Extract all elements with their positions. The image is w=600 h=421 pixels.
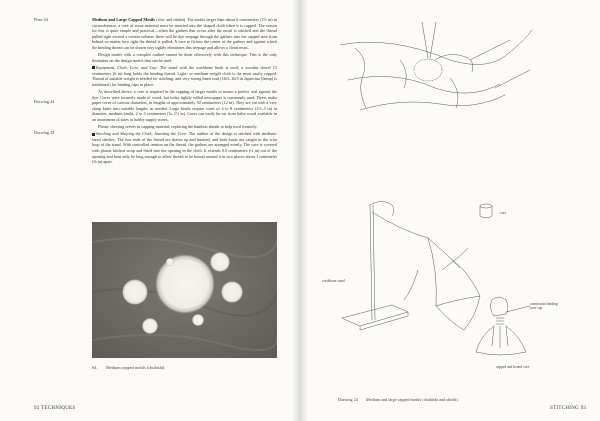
paragraph-2: Design motifs with a complex outline cannot be done effectively with this technique. This is the only limitation on the design motifs that can be used.	[92, 52, 277, 63]
body-text	[92, 17, 277, 166]
section-title: Medium and Large Capped Motifs	[92, 17, 156, 22]
label-bound-core: capped and bound core	[496, 365, 530, 369]
paragraph-6-body: The outline of the design is stitched with medium-sized stitches. The two ends of the thread are drawn up and knotted, and both knots are caught in the wire loop of the stand. With controlled tension on the thread, the gathers are arranged evenly. The core is covered with plastic kitchen wrap and fitted into the opening in the cloth. It extends 0.5 centimeters (¼ in) out of the opening and bent only be long enough to allow thread to be bound around it in two places about 1 centimeter (⅜ in) apart.	[92, 131, 277, 165]
book-gutter	[292, 0, 308, 421]
core-cylinder-drawing	[480, 204, 492, 218]
margin-note-plate: Plate 64	[34, 17, 48, 22]
capped-motifs-photo	[92, 222, 277, 358]
capped-core-drawing	[476, 297, 530, 355]
margin-note-drawing-1: Drawing 24	[34, 99, 55, 104]
stitched-cloth-drawing	[340, 22, 532, 110]
margin-note-drawing-2: Drawing 24	[34, 130, 55, 135]
washbone-stand-drawing	[342, 202, 480, 331]
paragraph-4: As described above, a core is required in the capping of larger motifs to insure a perfect seal against the dye. Cores were formerly made of wood, but today tightly rolled newspaper is commonly used. Dyers make paper cores of various diameters, in lengths of approximately 30 centimeters (12 in). They are cut with a very sharp knife into suitable lengths as needed. Large bisshi require cores of 4 to 8 centimeters (1½–3 in) in diameter, medium bisshi, 2 to 4 centimeters (¾–1½ in). Cores can easily be cut from balsa wood available in an assortment of sizes at hobby supply stores.	[92, 88, 277, 122]
right-page	[300, 0, 600, 421]
paragraph-6-lead: Stitching and Shaping the Cloth; Inserting the Core:	[96, 131, 188, 137]
drawing-caption	[338, 397, 459, 402]
label-binding: continuous binding over cap	[530, 302, 558, 310]
paragraph-3	[92, 65, 277, 87]
bullet-square-icon	[92, 66, 95, 69]
paragraph-3-body: The stand with the washbone hook is used, a wooden dowel 15 centimeters (6 in) long holds the binding thread. Light- or medium-weight cloth is the most easily capped. Thread of suitable weight is needed for stitching, and very strong linen cord (16/3–16/5 in Japan asa [hemp] is traditional) for binding caps in place.	[92, 64, 277, 87]
paragraph-1-body: For motifs larger than about 6 centimeters (2½ in) in circumference, a core of some material must be inserted into the shaped cloth when it is capped. The reason for this is quite simple and practical—when the gathers that occur after the motif is stitched and the thread pulled tight exceed a certain volume, there will be dye seepage through the gathers into the capped area from behind no matter how tight the thread is pulled. A core to fit into the center of the gathers and against which the binding thread can be drawn very tightly eliminates this seepage and allows a clean resist.	[92, 17, 278, 50]
paragraph-3-lead: Equipment, Cloth, Core, and Cap:	[96, 64, 158, 70]
paragraph-5: Plastic sheeting serves as capping material, replacing the bamboo sheath or kelp used formerly.	[98, 124, 258, 130]
paragraph-1	[92, 17, 277, 51]
folio-left: 92 TECHNIQUES	[34, 406, 76, 411]
section-title-tail: (chu- and obishi).	[156, 17, 187, 22]
photo-caption-number: 64.	[92, 365, 98, 370]
drawing-caption-number: Drawing 24.	[338, 397, 359, 402]
label-washbone-stand: washbone stand	[322, 279, 345, 283]
resist-dyed-cloth-image	[92, 222, 277, 358]
bullet-square-icon	[92, 133, 95, 136]
photo-caption-text: Medium capped motifs (chubishi).	[106, 365, 166, 370]
drawing-caption-text: Medium and large capped motifs (chubishi and obishi).	[365, 397, 459, 402]
folio-right: STITCHING 93	[550, 406, 587, 411]
label-core: core	[500, 211, 507, 215]
line-drawing	[300, 0, 600, 421]
paragraph-6	[92, 131, 277, 165]
